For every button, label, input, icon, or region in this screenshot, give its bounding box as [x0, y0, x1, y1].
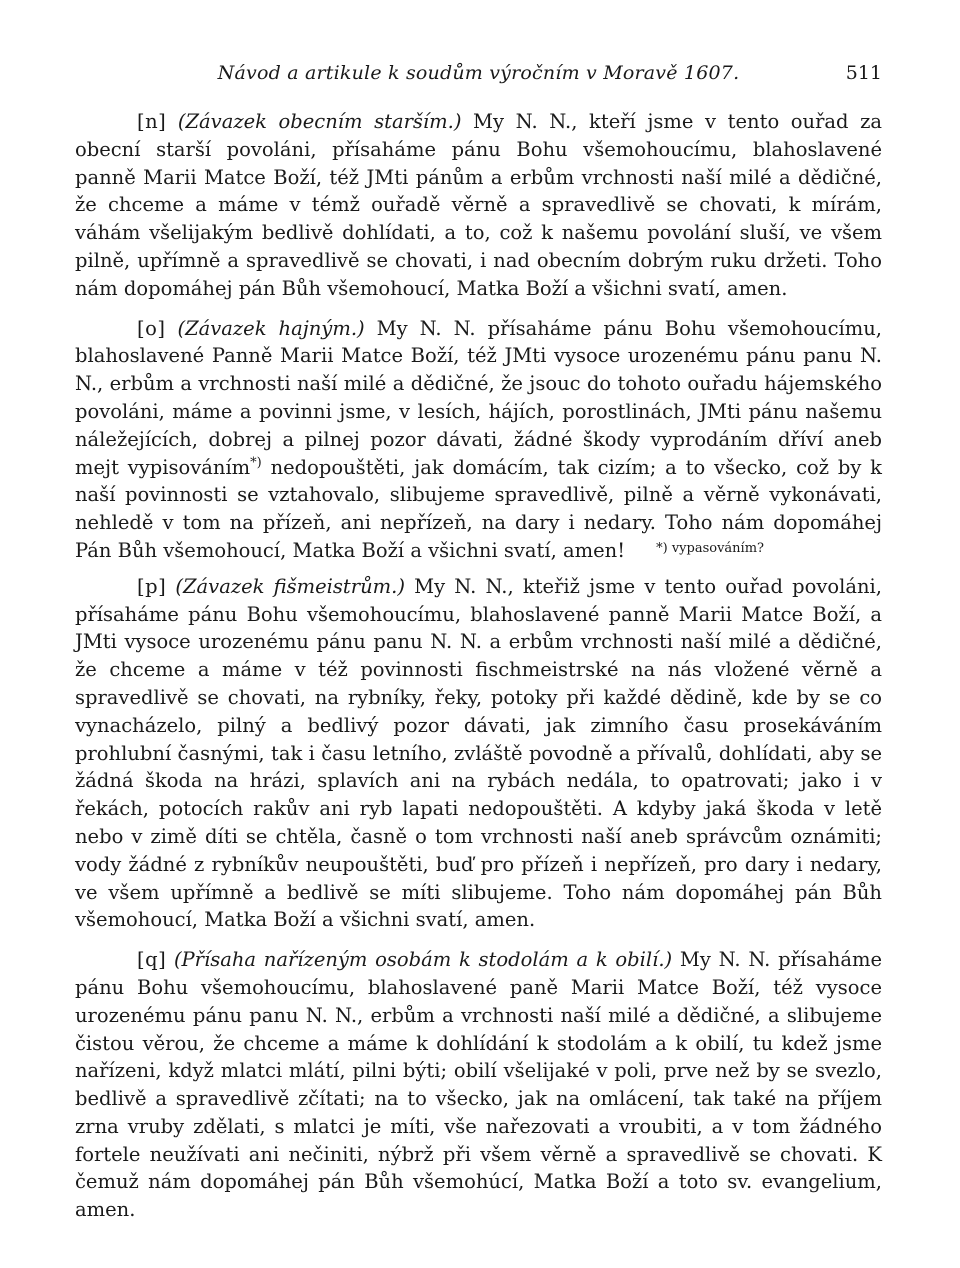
footnote: *) vypasováním? — [656, 540, 764, 556]
section-heading: (Závazek obecním starším.) — [177, 110, 462, 133]
running-title: Návod a artikule k soudům výročním v Moravě 1607. — [217, 62, 740, 84]
section-marker: [p] — [137, 574, 167, 598]
body-text — [75, 108, 882, 1224]
section-text: My N. N. přísaháme pánu Bohu všemohoucímu, blahoslavené Panně Marii Matce Boží, též JMti vysoce urozenému pánu panu N. N., erbům a vrchnosti naší milé a dědičné, že jsouc do tohoto ouřadu hájemského povoláni, máme a povinni jsme, v lesích, hájích, porostlinách, JMti pánu našemu náležejících, dobrej a pilnej pozor dávati, žádné škody vyprodáním dříví aneb mejt vypisováním — [75, 316, 882, 479]
running-header — [75, 58, 882, 88]
section-heading: (Závazek fišmeistrům.) — [175, 574, 405, 598]
page-number: 511 — [845, 62, 882, 84]
section-text: My N. N., kteřiž jsme v tento ouřad povoláni, přísaháme pánu Bohu všemohoucímu, blahoslavené panně Marii Matce Boží, a JMti vysoce urozenému pánu panu N. N. a erbům vrchnosti naší milé a dědičné, že chceme a máme v též povinnosti fischmeistrské na nás vložené věrně a spravedlivě se chovati, na rybníky, řeky, potoky při každé dědině, kde by se co vynacházelo, pilný a bedlivý pozor dávati, jak zimního času prosekáváním prohlubní časnými, tak i času letního, zvláště povodně a přívalů, dohlídati, aby se žádná škoda na hrázi, splavích ani na rybách nedála, to opatrovati; jako i v řekách, potocích rakův ani ryb lapati nedopouštěti. A kdyby jaká škoda v letě nebo v zimě díti se chtěla, časně o tom vrchnosti naší aneb správcům oznámiti; vody žádné z rybníkův neupouštěti, buď pro přízeň i nepřízeň, pro dary i nedary, ve všem upřímně a bedlivě se míti slibujeme. Toho nám dopomáhej pán Bůh všemohoucí, Matka Boží a všichni svatí, amen. — [75, 574, 882, 932]
section-heading: (Závazek hajným.) — [177, 316, 365, 340]
section-heading: (Přísaha nařízeným osobám k stodolám a k obilí.) — [173, 948, 673, 972]
section-marker: [q] — [137, 948, 167, 972]
section-text: My N. N., kteří jsme v tento ouřad za obecní starší povoláni, přísaháme pánu Bohu všemohoucímu, blahoslavené panně Marii Matce Boží, též JMti pánům a erbům vrchnosti naší milé a dědičné, že chceme a máme v témž ouřadě věrně a spravedlivě se chovati, k mírám, váhám všelijakým bedlivě dohlídati, a to, což k našemu povolání sluší, ve všem pilně, upřímně a spravedlivě se chovati, i nad obecním dobrým ruku držeti. Toho nám dopomáhej pán Bůh všemohoucí, Matka Boží a všichni svatí, amen. — [75, 110, 883, 300]
footnote-reference: *) — [250, 455, 262, 471]
section-marker: [o] — [137, 316, 166, 340]
section-text: My N. N. přísaháme pánu Bohu všemohoucímu, blahoslavené paně Marii Matce Boží, též vysoce urozenému pánu panu N. N., erbům a vrchnosti naší milé a dědičné, a slibujeme čistou věrou, že chceme a máme k dohlídání k stodolám a k obilí, tu kdež jsme nařízeni, když mlatci mlátí, pilni býti; obilí všelijaké v poli, prve než by se svezlo, bedlivě a spravedlivě zčítati; na to všecko, jak na omlácení, tak také na příjem zrna vruby zdělati, s mlatci je míti, vše nařezovati a vroubiti, a v tom žádného fortele neužívati ani nečiniti, nýbrž při všem věrně a spravedlivě se chovati. K čemuž nám dopomáhej pán Bůh všemohúcí, Matka Boží a toto sv. evangelium, amen. — [75, 948, 883, 1222]
section-marker: [n] — [137, 110, 167, 133]
section-p — [75, 573, 882, 934]
section-text-continued: nedopouštěti, jak domácím, tak cizím; a to všecko, což by k naší povinnosti se vztahovalo, slibujeme spravedlivě, pilně a věrně vykonávati, nehledě v tom na přízeň, ani nepřízeň, na dary i nedary. Toho nám dopomáhej Pán Bůh všemohoucí, Matka Boží a všichni svatí, amen! — [75, 455, 882, 562]
section-o — [75, 315, 882, 561]
section-n — [75, 108, 882, 303]
section-q — [75, 946, 882, 1224]
